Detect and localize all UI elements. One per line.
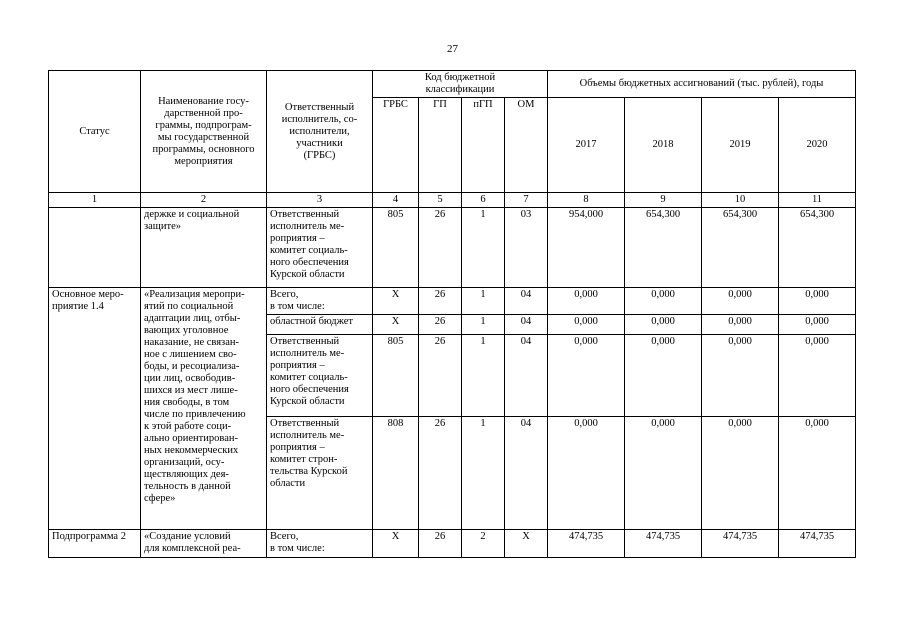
header-volumes: Объемы бюджетных ассигнований (тыс. рублей), годы bbox=[548, 71, 856, 98]
row-value-2018: 0,000 bbox=[625, 335, 702, 417]
row-pgp: 1 bbox=[462, 335, 505, 417]
header-budget-code: Код бюджетной классификации bbox=[373, 71, 548, 98]
row-gp: 26 bbox=[419, 530, 462, 558]
row-value-2020: 0,000 bbox=[779, 288, 856, 315]
row-status bbox=[49, 208, 141, 288]
row-value-2019: 0,000 bbox=[702, 417, 779, 530]
row-value-2017: 474,735 bbox=[548, 530, 625, 558]
row-responsible: Ответственный исполнитель ме- роприятия – комитет социаль- ного обеспечения Курской области bbox=[267, 335, 373, 417]
header-status: Статус bbox=[49, 71, 141, 193]
column-number: 4 bbox=[373, 193, 419, 208]
column-number: 6 bbox=[462, 193, 505, 208]
row-om: 04 bbox=[505, 417, 548, 530]
row-value-2018: 0,000 bbox=[625, 315, 702, 335]
row-om: 04 bbox=[505, 288, 548, 315]
row-name: держке и социальной защите» bbox=[141, 208, 267, 288]
row-grbs: 805 bbox=[373, 208, 419, 288]
row-value-2017: 0,000 bbox=[548, 288, 625, 315]
header-year-2019: 2019 bbox=[702, 98, 779, 193]
header-name: Наименование госу- дарственной про- граммы, подпрограм- мы государственной программы, основного мероприятия bbox=[141, 71, 267, 193]
row-gp: 26 bbox=[419, 208, 462, 288]
column-number: 5 bbox=[419, 193, 462, 208]
row-pgp: 1 bbox=[462, 315, 505, 335]
row-grbs: 805 bbox=[373, 335, 419, 417]
row-gp: 26 bbox=[419, 315, 462, 335]
row-value-2018: 654,300 bbox=[625, 208, 702, 288]
row-value-2019: 654,300 bbox=[702, 208, 779, 288]
row-grbs: 808 bbox=[373, 417, 419, 530]
header-grbs: ГРБС bbox=[373, 98, 419, 193]
column-number: 10 bbox=[702, 193, 779, 208]
column-number: 3 bbox=[267, 193, 373, 208]
row-om: 03 bbox=[505, 208, 548, 288]
budget-table bbox=[48, 70, 856, 558]
row-responsible: Ответственный исполнитель ме- роприятия – комитет социаль- ного обеспечения Курской области bbox=[267, 208, 373, 288]
row-pgp: 1 bbox=[462, 208, 505, 288]
row-status: Основное меро- приятие 1.4 bbox=[49, 288, 141, 530]
row-om: 04 bbox=[505, 335, 548, 417]
row-pgp: 1 bbox=[462, 417, 505, 530]
row-grbs: Х bbox=[373, 288, 419, 315]
header-responsible: Ответственный исполнитель, со- исполнители, участники (ГРБС) bbox=[267, 71, 373, 193]
row-responsible: Всего, в том числе: bbox=[267, 288, 373, 315]
row-status: Подпрограмма 2 bbox=[49, 530, 141, 558]
column-number: 7 bbox=[505, 193, 548, 208]
column-number: 2 bbox=[141, 193, 267, 208]
row-gp: 26 bbox=[419, 417, 462, 530]
header-year-2017: 2017 bbox=[548, 98, 625, 193]
row-pgp: 2 bbox=[462, 530, 505, 558]
header-pgp: пГП bbox=[462, 98, 505, 193]
row-value-2020: 0,000 bbox=[779, 315, 856, 335]
row-value-2020: 0,000 bbox=[779, 417, 856, 530]
row-value-2017: 0,000 bbox=[548, 315, 625, 335]
row-gp: 26 bbox=[419, 288, 462, 315]
header-gp: ГП bbox=[419, 98, 462, 193]
row-grbs: Х bbox=[373, 530, 419, 558]
row-name: «Создание условий для комплексной реа- bbox=[141, 530, 267, 558]
row-value-2017: 954,000 bbox=[548, 208, 625, 288]
row-value-2020: 654,300 bbox=[779, 208, 856, 288]
column-number: 11 bbox=[779, 193, 856, 208]
row-value-2017: 0,000 bbox=[548, 335, 625, 417]
row-responsible: Всего, в том числе: bbox=[267, 530, 373, 558]
table-row bbox=[49, 530, 856, 558]
header-year-2020: 2020 bbox=[779, 98, 856, 193]
column-number: 8 bbox=[548, 193, 625, 208]
row-value-2019: 0,000 bbox=[702, 335, 779, 417]
page-number: 27 bbox=[447, 43, 458, 55]
row-value-2020: 474,735 bbox=[779, 530, 856, 558]
row-value-2018: 0,000 bbox=[625, 288, 702, 315]
column-number: 1 bbox=[49, 193, 141, 208]
row-value-2018: 0,000 bbox=[625, 417, 702, 530]
row-value-2019: 0,000 bbox=[702, 315, 779, 335]
table-row bbox=[49, 208, 856, 288]
row-responsible: Ответственный исполнитель ме- роприятия – комитет строн- тельства Курской области bbox=[267, 417, 373, 530]
header-om: ОМ bbox=[505, 98, 548, 193]
row-grbs: Х bbox=[373, 315, 419, 335]
header-row-1 bbox=[49, 71, 856, 98]
row-name: «Реализация меропри- ятий по социальной адаптации лиц, отбы- вающих уголовное наказание, не связан- ное с лишением сво- боды, и ресоциализа- ции лиц, освободив- шихся из мест лише- ния свободы, в том числе по привлечению к этой работе соци- ально ориентирован- ных некоммерческих организаций, осу- ществляющих дея- тельность в данной сфере» bbox=[141, 288, 267, 530]
column-number-row bbox=[49, 193, 856, 208]
row-value-2019: 474,735 bbox=[702, 530, 779, 558]
row-value-2020: 0,000 bbox=[779, 335, 856, 417]
row-pgp: 1 bbox=[462, 288, 505, 315]
table-row bbox=[49, 288, 856, 315]
header-year-2018: 2018 bbox=[625, 98, 702, 193]
row-gp: 26 bbox=[419, 335, 462, 417]
row-value-2019: 0,000 bbox=[702, 288, 779, 315]
row-value-2017: 0,000 bbox=[548, 417, 625, 530]
row-responsible: областной бюджет bbox=[267, 315, 373, 335]
row-value-2018: 474,735 bbox=[625, 530, 702, 558]
row-om: 04 bbox=[505, 315, 548, 335]
column-number: 9 bbox=[625, 193, 702, 208]
row-om: Х bbox=[505, 530, 548, 558]
